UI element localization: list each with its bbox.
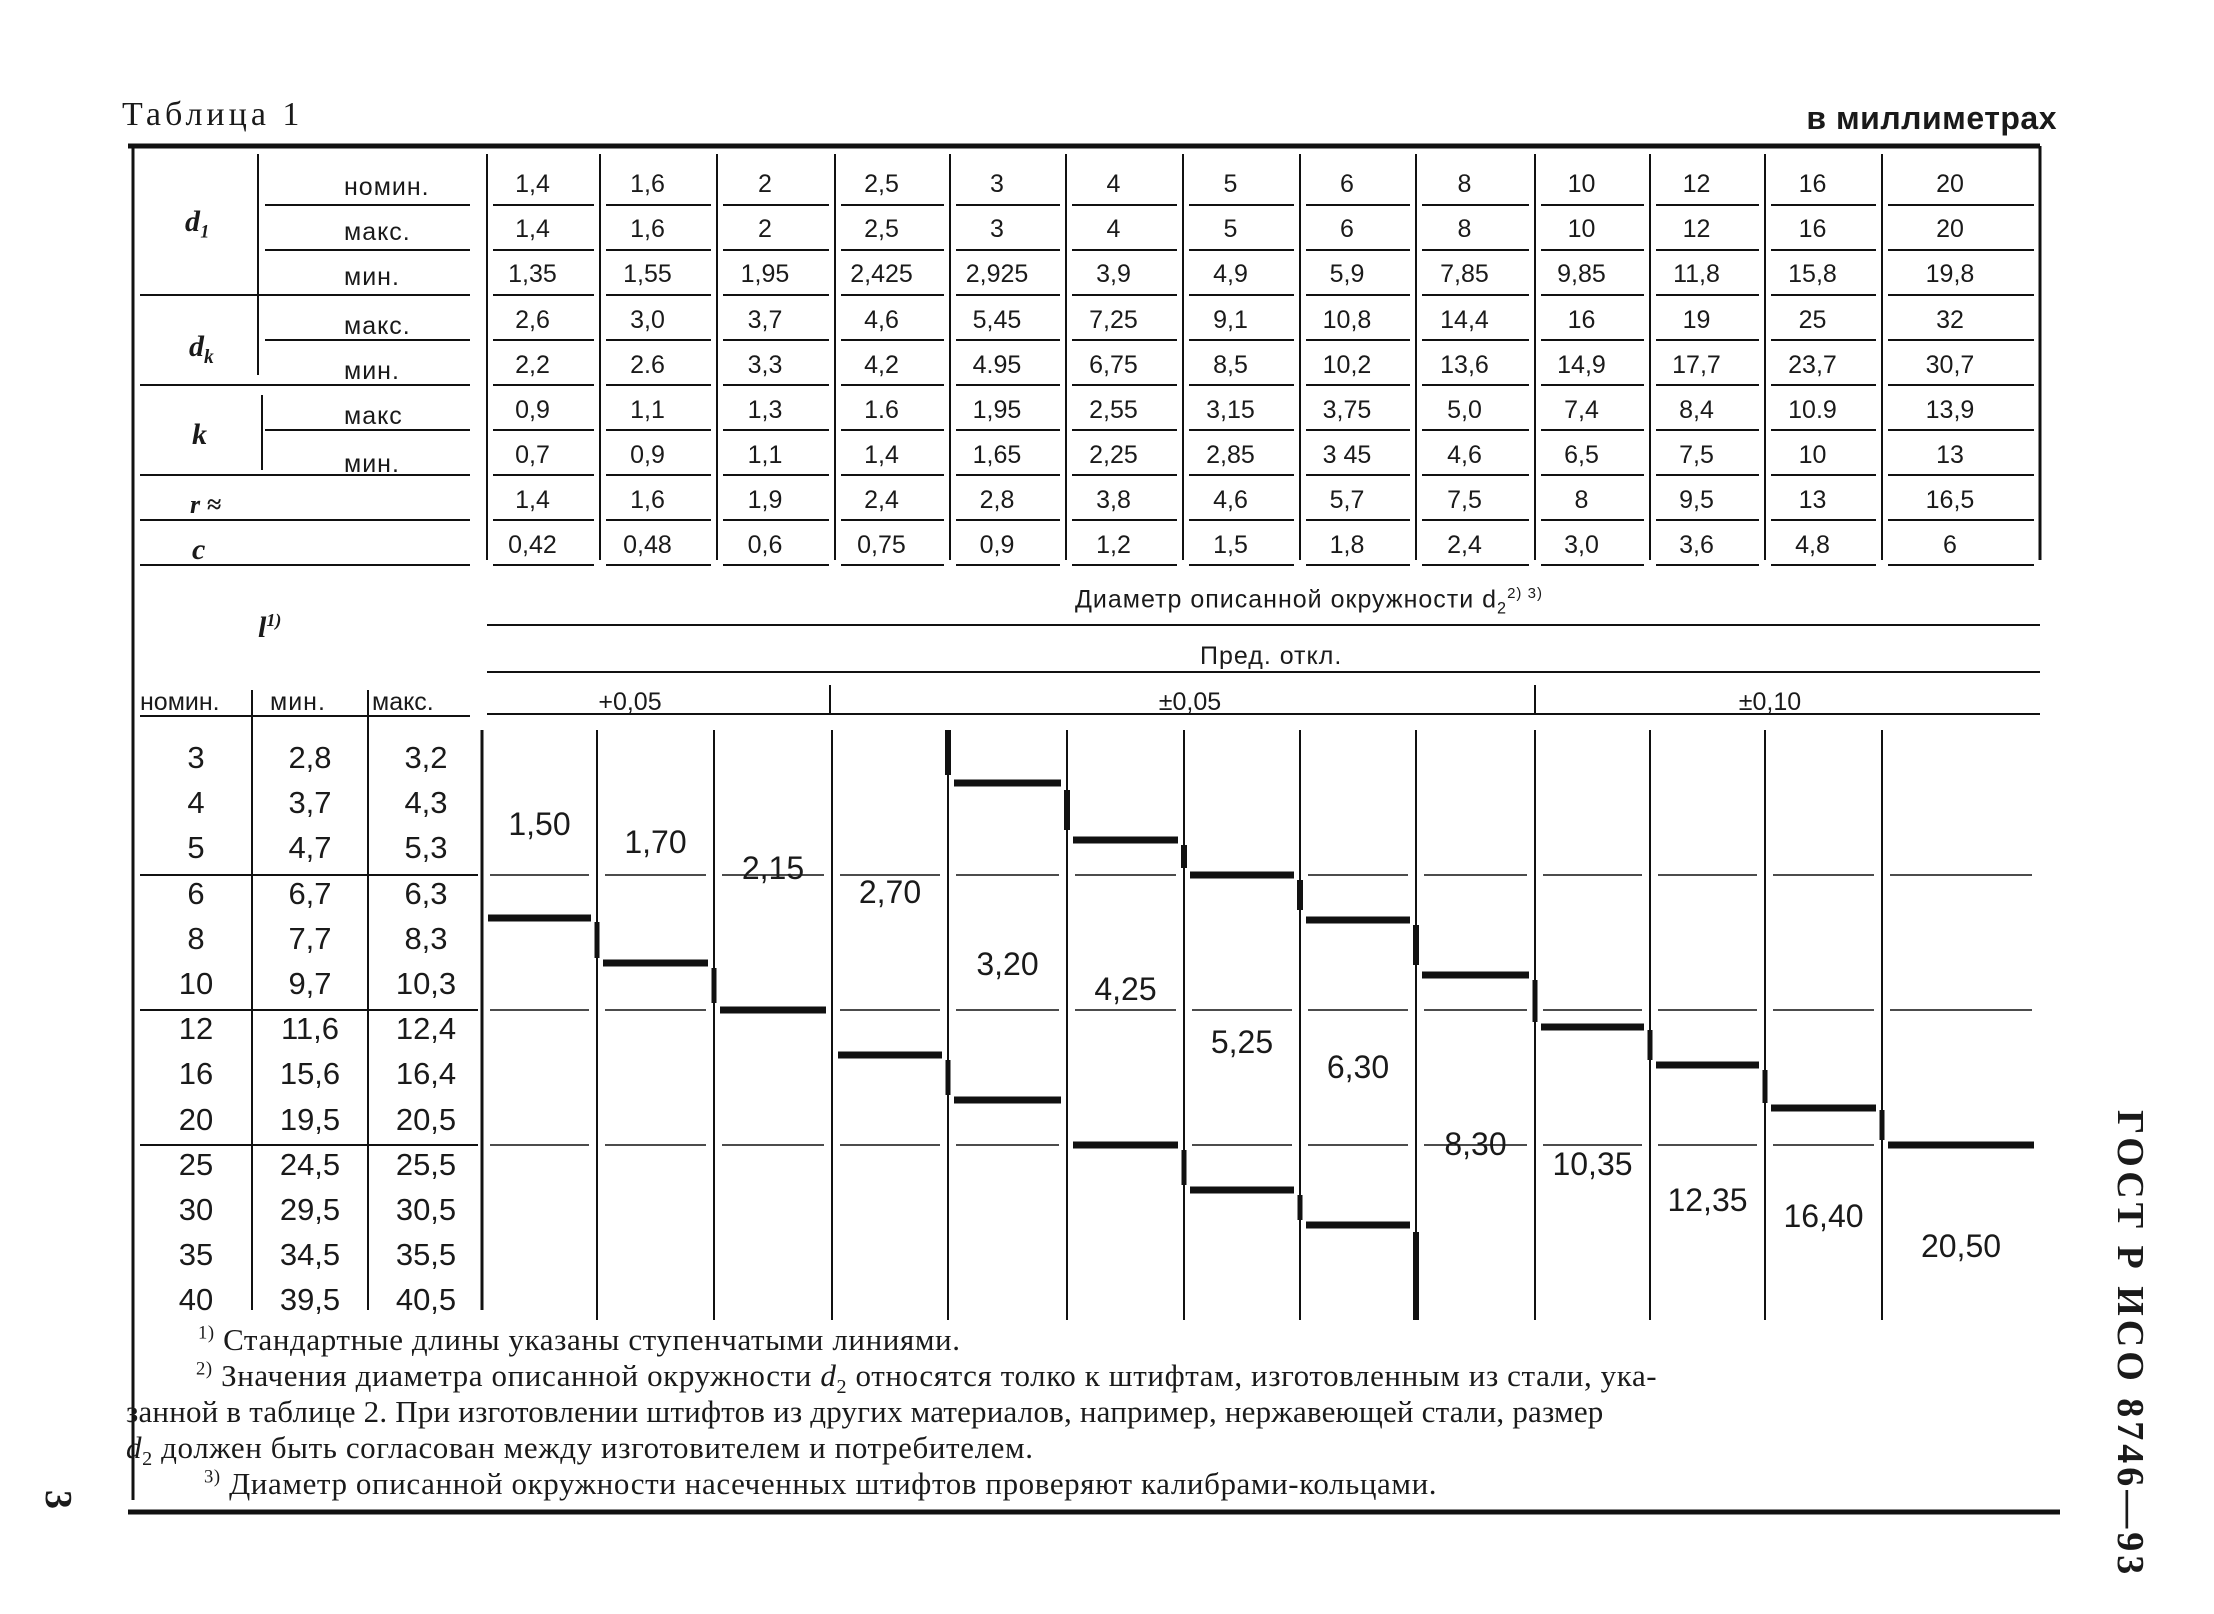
length-min-cell: 6,7 xyxy=(288,875,332,911)
k-min-cell: 6,5 xyxy=(1564,441,1599,469)
dk-max-cell: 14,4 xyxy=(1440,306,1489,334)
length-max-cell: 12,4 xyxy=(395,1011,457,1047)
d1-min-cell: 9,85 xyxy=(1557,260,1606,288)
d1-min-cell: 19,8 xyxy=(1925,260,1975,288)
d1-nom-cell: 12 xyxy=(1682,170,1711,198)
page-number: 3 xyxy=(37,1490,79,1513)
r-cell: 8 xyxy=(1574,486,1589,514)
d2-value: 20,50 xyxy=(1920,1228,2002,1264)
length-min-cell: 39,5 xyxy=(279,1282,341,1318)
dk-max-cell: 3,7 xyxy=(747,306,783,334)
d2-header-title: Диаметр описанной окружности $d_2^{2) 3)}$ xyxy=(1075,585,1543,618)
dk-min-cell: 8,5 xyxy=(1213,351,1248,379)
tol-group-3: ±0,10 xyxy=(1738,688,1802,716)
d1-max-cell: 2,5 xyxy=(864,215,899,243)
d1-nom-cell: 1,6 xyxy=(630,170,665,198)
d1-min-cell: 1,95 xyxy=(740,260,790,288)
dk-max-cell: 16 xyxy=(1567,306,1596,334)
r-cell: 1,9 xyxy=(747,486,783,514)
dk-max-cell: 3,0 xyxy=(630,306,665,334)
footnote-2-line-2: занной в таблице 2. При изготовлении штифтов из других материалов, например, нержавеющей стали, размер xyxy=(126,1394,1604,1429)
length-min-cell: 29,5 xyxy=(279,1192,341,1227)
dk-symbol: $d_k$ xyxy=(189,330,214,368)
len-max-header: макс. xyxy=(372,688,434,716)
c-cell: 4,8 xyxy=(1795,531,1830,559)
k-max-cell: 1,95 xyxy=(972,396,1022,424)
k-min-cell: 4,6 xyxy=(1447,441,1482,469)
dk-min-cell: 13,6 xyxy=(1440,351,1489,379)
d2-value: 12,35 xyxy=(1667,1182,1748,1218)
length-nom-cell: 25 xyxy=(178,1146,214,1182)
d1-min-cell: 7,85 xyxy=(1440,260,1489,288)
d2-value: 4,25 xyxy=(1094,971,1157,1007)
c-cell: 0,9 xyxy=(979,531,1015,559)
c-cell: 0,48 xyxy=(623,531,672,559)
r-cell: 13 xyxy=(1798,486,1827,514)
d1-max-label: макс. xyxy=(344,218,411,246)
k-max-cell: 2,55 xyxy=(1089,396,1138,424)
k-max-label: макс xyxy=(344,402,403,430)
d1-max-cell: 8 xyxy=(1457,215,1472,243)
tol-group-2: ±0,05 xyxy=(1158,688,1222,716)
footnote-1: $^{1)}$ Стандартные длины указаны ступенчатыми линиями. xyxy=(198,1322,961,1357)
length-max-cell: 5,3 xyxy=(404,830,448,866)
d2-value: 3,20 xyxy=(976,946,1039,982)
d1-min-cell: 2,425 xyxy=(850,260,913,288)
k-max-cell: 7,4 xyxy=(1564,396,1599,424)
k-max-cell: 1,1 xyxy=(630,396,665,424)
k-max-cell: 3,75 xyxy=(1322,396,1372,424)
r-cell: 1,4 xyxy=(515,486,550,514)
d1-min-cell: 11,8 xyxy=(1673,260,1720,288)
r-symbol: r ≈ xyxy=(190,490,221,519)
k-min-cell: 1,65 xyxy=(972,441,1022,469)
d1-max-cell: 10 xyxy=(1567,215,1596,243)
k-max-cell: 10.9 xyxy=(1788,396,1837,424)
dk-min-label: мин. xyxy=(344,357,400,385)
c-cell: 1,5 xyxy=(1213,531,1248,559)
dk-min-cell: 4,2 xyxy=(864,351,899,379)
dk-min-cell: 10,2 xyxy=(1322,351,1372,379)
dk-min-cell: 3,3 xyxy=(747,351,783,379)
length-max-cell: 40,5 xyxy=(395,1282,457,1318)
dk-max-cell: 2,6 xyxy=(515,306,550,334)
d1-max-cell: 20 xyxy=(1936,215,1964,243)
c-cell: 2,4 xyxy=(1447,531,1482,559)
c-cell: 0,75 xyxy=(857,531,906,559)
length-min-cell: 15,6 xyxy=(279,1056,341,1092)
length-max-cell: 4,3 xyxy=(404,785,448,821)
r-cell: 4,6 xyxy=(1213,486,1248,514)
c-cell: 1,2 xyxy=(1096,531,1131,559)
d2-value: 2,15 xyxy=(741,850,805,886)
d1-max-cell: 12 xyxy=(1682,215,1711,243)
dk-max-cell: 7,25 xyxy=(1089,306,1138,334)
length-min-cell: 9,7 xyxy=(288,966,332,1001)
k-min-cell: 7,5 xyxy=(1679,441,1714,469)
c-cell: 3,0 xyxy=(1564,531,1599,559)
k-min-label: мин. xyxy=(344,450,400,478)
d2-value: 10,35 xyxy=(1552,1146,1633,1182)
d1-max-cell: 1,6 xyxy=(630,215,665,243)
length-nom-cell: 5 xyxy=(187,830,205,866)
d1-max-cell: 2 xyxy=(758,215,772,243)
length-nom-cell: 6 xyxy=(187,875,205,911)
d2-value: 2,70 xyxy=(858,874,922,910)
d1-max-cell: 3 xyxy=(990,215,1004,243)
d1-nom-cell: 2,5 xyxy=(864,170,899,198)
k-min-cell: 1,4 xyxy=(864,441,899,469)
d1-min-cell: 3,9 xyxy=(1096,260,1131,288)
footnote-3: $^{3)}$ Диаметр описанной окружности насеченных штифтов проверяют калибрами-кольцами. xyxy=(204,1466,1438,1501)
d1-min-cell: 1,35 xyxy=(508,260,557,288)
k-max-cell: 1.6 xyxy=(864,396,899,424)
dk-max-cell: 10,8 xyxy=(1322,306,1372,334)
d1-nom-cell: 2 xyxy=(758,170,772,198)
length-max-cell: 35,5 xyxy=(395,1237,457,1273)
length-nom-cell: 4 xyxy=(187,785,205,821)
d1-symbol: d₁ xyxy=(185,205,211,238)
d2-value: 5,25 xyxy=(1210,1024,1274,1060)
dk-max-cell: 9,1 xyxy=(1213,306,1248,334)
k-max-cell: 5,0 xyxy=(1447,396,1482,424)
d1-min-cell: 1,55 xyxy=(623,260,672,288)
footnote-2: $^{2)}$ Значения диаметра описанной окружности $d_2$ относятся толко к штифтам, изготовленным из стали, ука- xyxy=(196,1358,1658,1399)
length-max-cell: 6,3 xyxy=(404,875,448,911)
d1-max-cell: 6 xyxy=(1340,215,1354,243)
length-max-cell: 20,5 xyxy=(395,1101,457,1137)
dk-max-cell: 4,6 xyxy=(864,306,899,334)
d1-nom-cell: 16 xyxy=(1798,170,1827,198)
length-max-cell: 30,5 xyxy=(395,1192,457,1227)
dk-max-cell: 5,45 xyxy=(972,306,1022,334)
d1-nom-cell: 5 xyxy=(1223,170,1238,198)
d1-max-cell: 16 xyxy=(1798,215,1827,243)
tol-group-1: +0,05 xyxy=(598,688,662,716)
length-nom-cell: 10 xyxy=(178,966,214,1001)
dk-min-cell: 14,9 xyxy=(1557,351,1606,379)
d1-nom-cell: 6 xyxy=(1340,170,1354,198)
r-cell: 2,4 xyxy=(864,486,899,514)
c-cell: 0,42 xyxy=(508,531,557,559)
dk-min-cell: 6,75 xyxy=(1089,351,1138,379)
k-max-cell: 0,9 xyxy=(515,396,550,424)
k-min-cell: 1,1 xyxy=(747,441,783,469)
r-cell: 3,8 xyxy=(1096,486,1131,514)
k-min-cell: 2,25 xyxy=(1089,441,1138,469)
standard-side-label: ГОСТ Р ИСО 8746—93 xyxy=(2109,1110,2151,1579)
length-max-cell: 3,2 xyxy=(404,740,448,775)
d1-nom-label: номин. xyxy=(344,173,430,201)
r-cell: 16,5 xyxy=(1925,486,1975,514)
dk-min-cell: 4.95 xyxy=(972,351,1022,379)
d1-min-cell: 2,925 xyxy=(965,260,1029,288)
tolerance-label: Пред. откл. xyxy=(1200,642,1343,670)
length-min-cell: 3,7 xyxy=(288,785,332,821)
c-symbol: c xyxy=(192,533,206,566)
length-min-cell: 7,7 xyxy=(288,920,332,956)
c-cell: 0,6 xyxy=(747,531,783,559)
k-min-cell: 2,85 xyxy=(1206,441,1255,469)
l-symbol: $l^{1)}$ xyxy=(258,610,282,644)
dk-max-label: макс. xyxy=(344,312,411,340)
dk-min-cell: 23,7 xyxy=(1788,351,1837,379)
length-nom-cell: 30 xyxy=(178,1192,214,1227)
r-cell: 5,7 xyxy=(1329,486,1365,514)
footnote-2-line-3: $d_2$ должен быть согласован между изготовителем и потребителем. xyxy=(126,1430,1034,1471)
length-max-cell: 16,4 xyxy=(395,1056,457,1092)
d1-min-cell: 4,9 xyxy=(1213,260,1248,288)
c-cell: 1,8 xyxy=(1329,531,1365,559)
dk-max-cell: 19 xyxy=(1682,306,1711,334)
length-nom-cell: 20 xyxy=(178,1101,214,1137)
k-symbol: k xyxy=(192,418,207,451)
length-nom-cell: 40 xyxy=(178,1282,214,1318)
d2-value: 1,50 xyxy=(508,806,571,842)
k-min-cell: 0,9 xyxy=(630,441,665,469)
d1-nom-cell: 10 xyxy=(1567,170,1596,198)
length-nom-cell: 3 xyxy=(187,740,205,775)
length-nom-cell: 35 xyxy=(178,1237,214,1273)
dk-min-cell: 17,7 xyxy=(1672,351,1721,379)
c-cell: 6 xyxy=(1943,531,1957,559)
d1-nom-cell: 20 xyxy=(1936,170,1964,198)
length-nom-cell: 16 xyxy=(178,1056,214,1092)
dk-min-cell: 2,2 xyxy=(515,351,550,379)
r-cell: 9,5 xyxy=(1679,486,1714,514)
d2-value: 6,30 xyxy=(1326,1049,1390,1085)
k-max-cell: 3,15 xyxy=(1206,396,1255,424)
d1-max-cell: 5 xyxy=(1223,215,1238,243)
d2-value: 8,30 xyxy=(1444,1126,1507,1162)
dk-max-cell: 32 xyxy=(1936,306,1964,334)
c-cell: 3,6 xyxy=(1679,531,1714,559)
length-nom-cell: 8 xyxy=(187,920,205,956)
d1-max-cell: 4 xyxy=(1106,215,1121,243)
len-min-header: мин. xyxy=(270,688,326,716)
length-min-cell: 4,7 xyxy=(288,830,332,866)
k-max-cell: 8,4 xyxy=(1679,396,1714,424)
k-min-cell: 0,7 xyxy=(515,441,550,469)
k-min-cell: 13 xyxy=(1936,441,1964,469)
length-max-cell: 10,3 xyxy=(395,966,457,1001)
length-nom-cell: 12 xyxy=(178,1011,214,1047)
r-cell: 7,5 xyxy=(1447,486,1482,514)
length-min-cell: 19,5 xyxy=(279,1101,341,1137)
length-max-cell: 8,3 xyxy=(404,920,448,956)
d2-value: 16,40 xyxy=(1783,1198,1864,1234)
units-label: в миллиметрах xyxy=(1806,100,2057,136)
dk-max-cell: 25 xyxy=(1798,306,1827,334)
d2-value: 1,70 xyxy=(624,824,687,860)
d1-nom-cell: 4 xyxy=(1106,170,1121,198)
k-min-cell: 3 45 xyxy=(1322,441,1372,469)
d1-min-label: мин. xyxy=(344,263,400,291)
table-title: Таблица 1 xyxy=(122,96,304,133)
d1-nom-cell: 1,4 xyxy=(515,170,550,198)
r-cell: 1,6 xyxy=(630,486,665,514)
len-nom-header: номин. xyxy=(140,688,220,716)
length-min-cell: 34,5 xyxy=(279,1237,341,1273)
length-min-cell: 24,5 xyxy=(279,1146,341,1182)
length-min-cell: 11,6 xyxy=(280,1011,340,1047)
length-min-cell: 2,8 xyxy=(288,740,332,775)
d1-min-cell: 15,8 xyxy=(1788,260,1837,288)
k-max-cell: 1,3 xyxy=(747,396,783,424)
d1-min-cell: 5,9 xyxy=(1329,260,1365,288)
r-cell: 2,8 xyxy=(979,486,1015,514)
length-max-cell: 25,5 xyxy=(395,1146,457,1182)
d1-nom-cell: 8 xyxy=(1457,170,1472,198)
k-min-cell: 10 xyxy=(1798,441,1827,469)
dk-min-cell: 30,7 xyxy=(1925,351,1975,379)
d1-nom-cell: 3 xyxy=(990,170,1004,198)
d1-max-cell: 1,4 xyxy=(515,215,550,243)
dk-min-cell: 2.6 xyxy=(630,351,665,379)
k-max-cell: 13,9 xyxy=(1925,396,1975,424)
